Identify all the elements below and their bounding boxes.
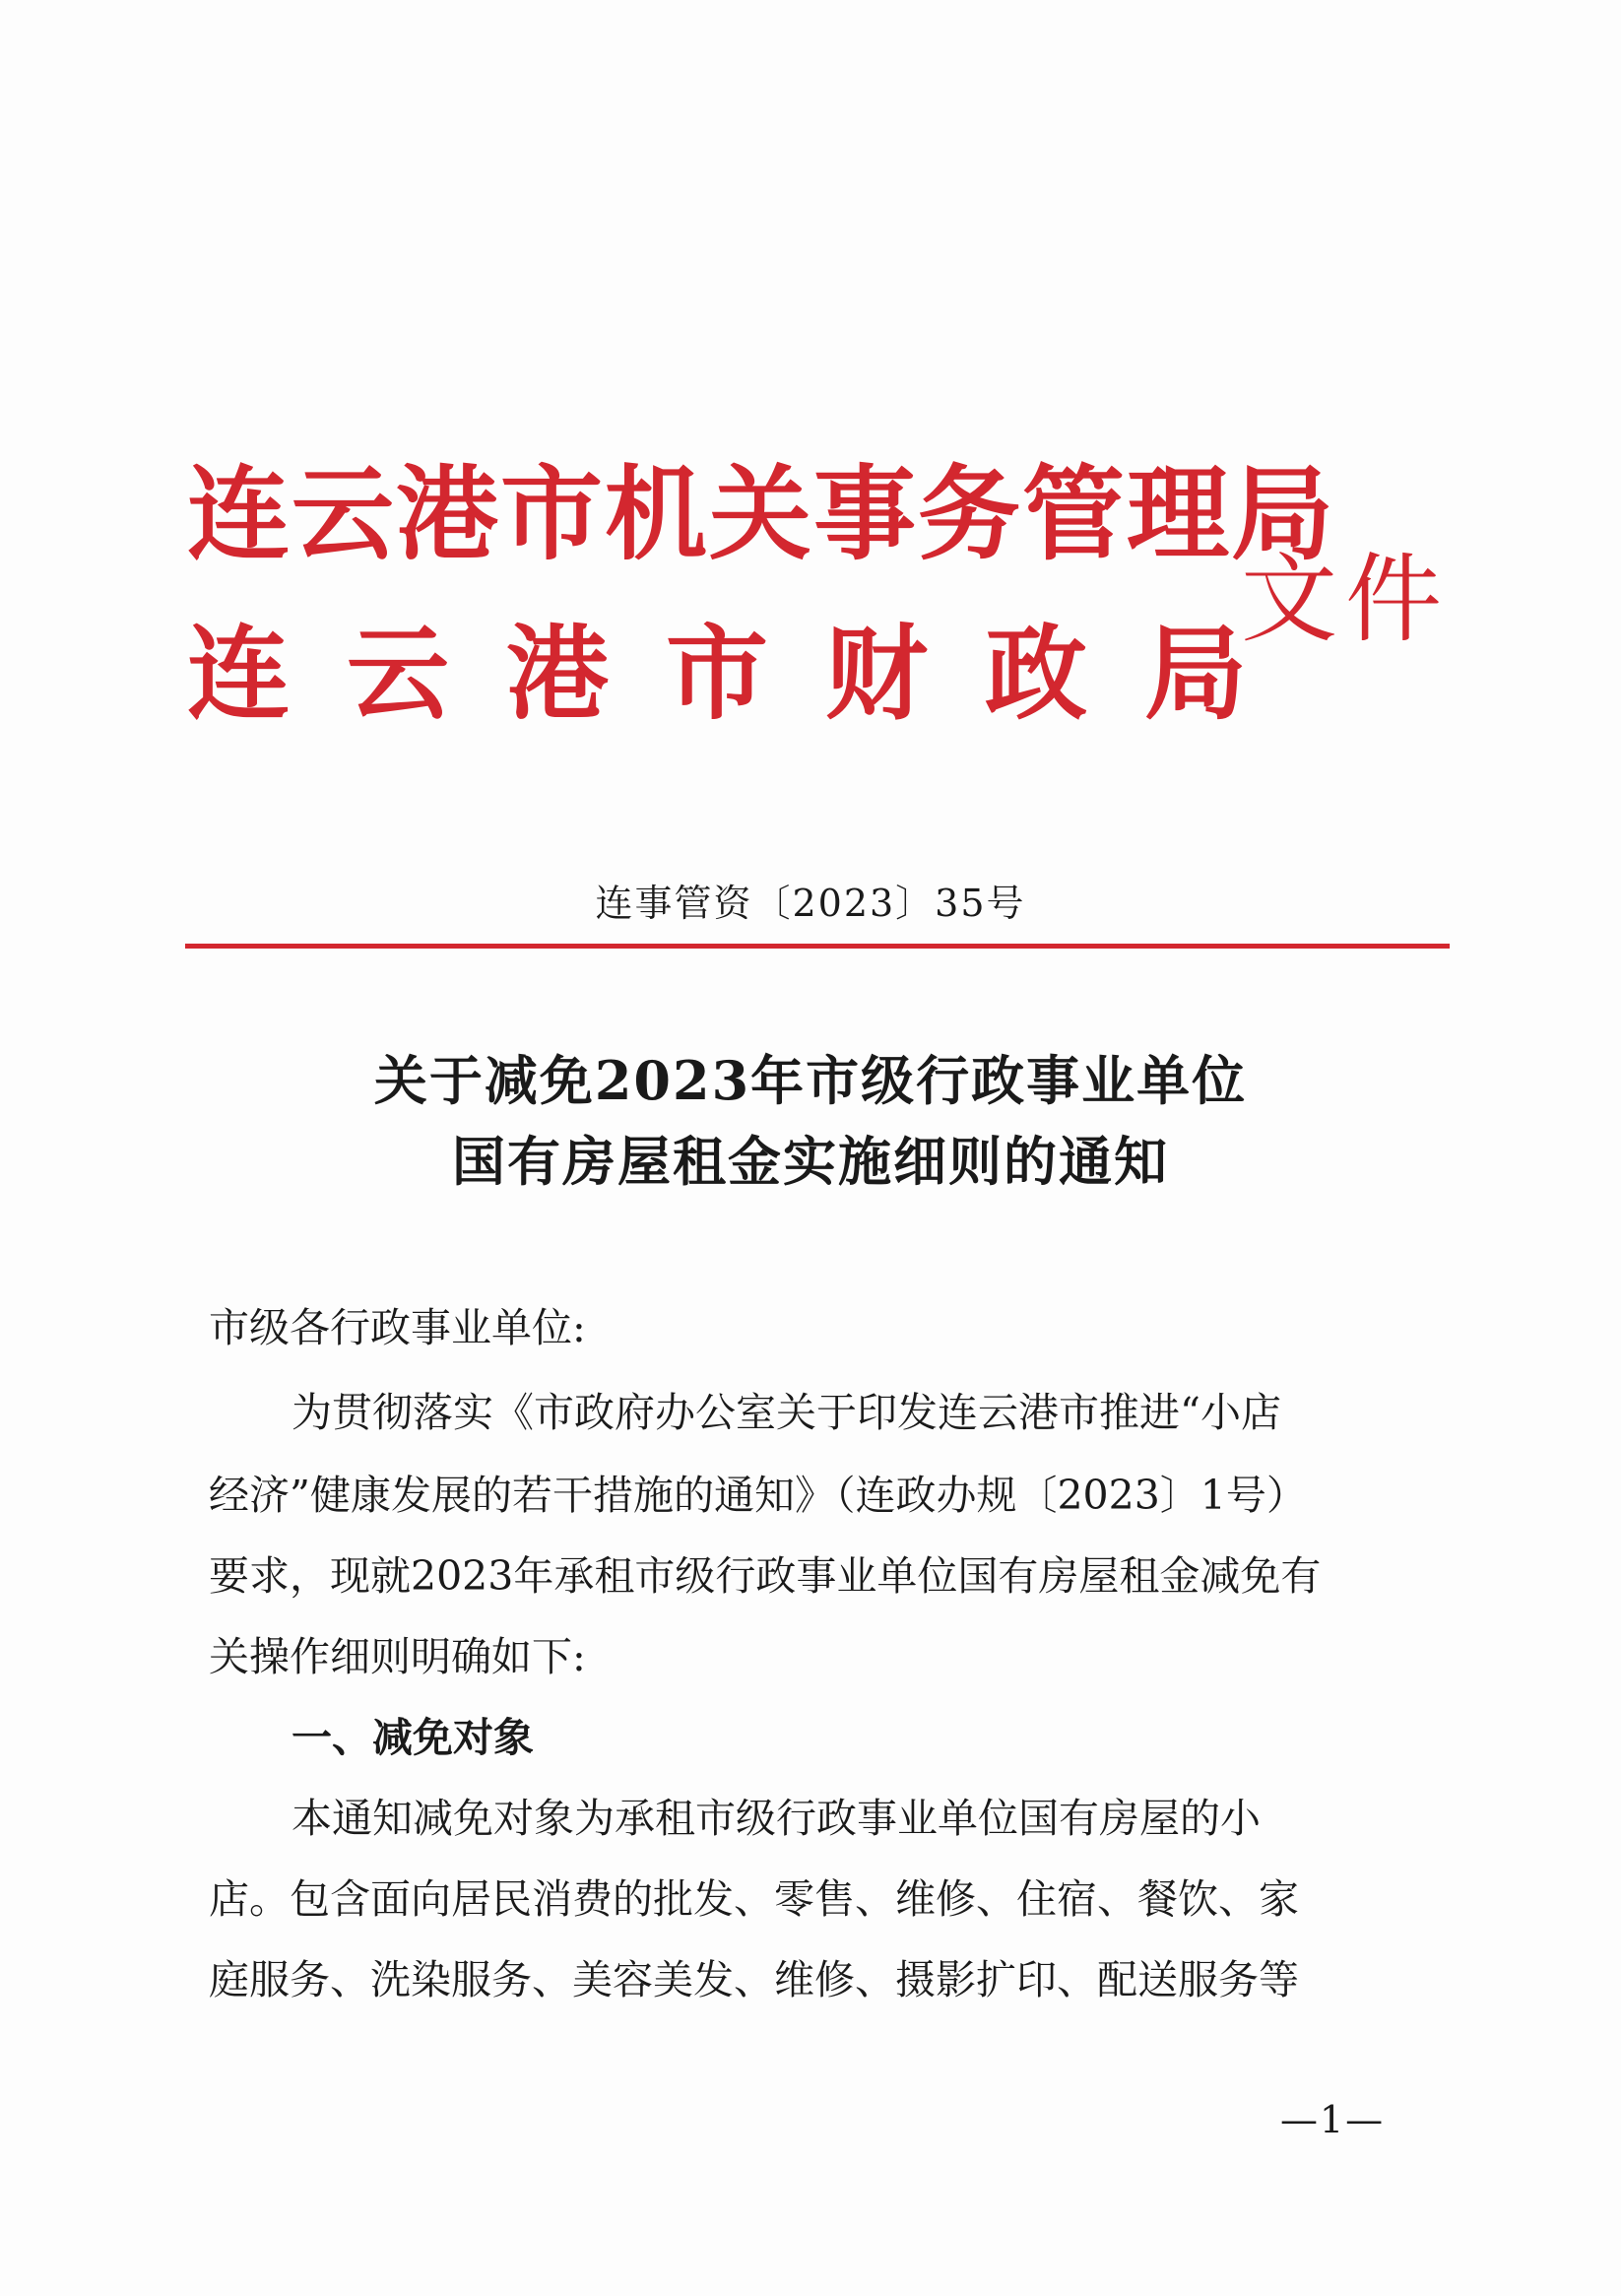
paragraph-2-line-1: 本通知减免对象为承租市级行政事业单位国有房屋的小 — [292, 1795, 1261, 1842]
section-heading-1: 一、减免对象 — [292, 1714, 534, 1761]
paragraph-1-line-3: 要求，现就2023年承租市级行政事业单位国有房屋租金减免有 — [209, 1552, 1322, 1600]
title-line-1: 关于减免2023年市级行政事业单位 — [373, 1049, 1248, 1112]
issuer-name-2: 连云港市财政局 — [187, 614, 1305, 734]
document-number: 连事管资〔2023〕35号 — [595, 882, 1026, 925]
paragraph-1-line-4: 关操作细则明确如下: — [209, 1633, 586, 1680]
document-type-label: 文件 — [1241, 544, 1451, 656]
paragraph-1-line-2: 经济”健康发展的若干措施的通知》（连政办规〔2023〕1号） — [209, 1472, 1307, 1519]
title-line-2: 国有房屋租金实施细则的通知 — [452, 1130, 1169, 1193]
salutation: 市级各行政事业单位: — [209, 1304, 586, 1351]
paragraph-2-line-2: 店。包含面向居民消费的批发、零售、维修、住宿、餐饮、家 — [209, 1875, 1299, 1923]
paragraph-1-line-1: 为贯彻落实《市政府办公室关于印发连云港市推进“小店 — [292, 1389, 1281, 1436]
red-divider — [185, 944, 1450, 949]
page-number: —1— — [1280, 2098, 1386, 2141]
issuer-name-1: 连云港市机关事务管理局 — [187, 454, 1336, 574]
paragraph-2-line-3: 庭服务、洗染服务、美容美发、维修、摄影扩印、配送服务等 — [209, 1956, 1299, 2003]
